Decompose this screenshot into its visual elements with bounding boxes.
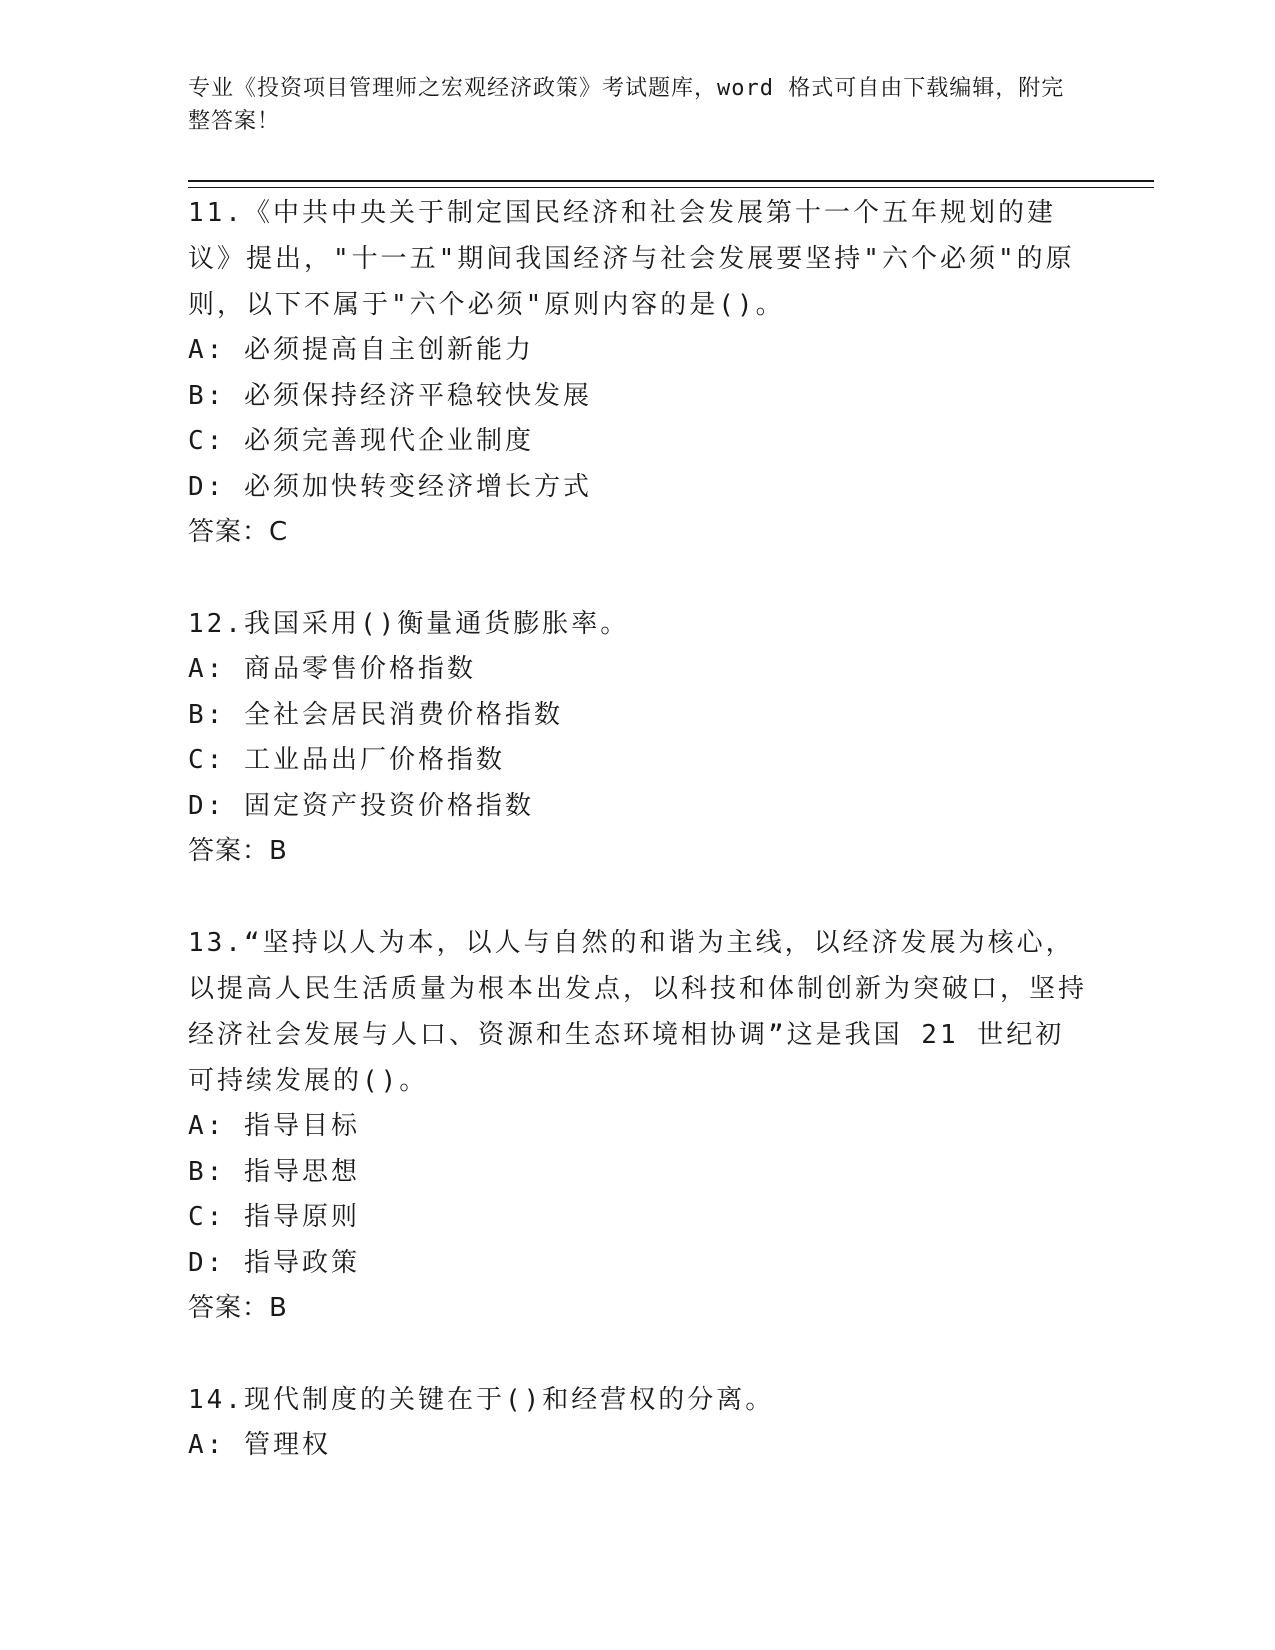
option-c: C: 工业品出厂价格指数 xyxy=(188,745,505,775)
answer-text: 答案：C xyxy=(188,517,289,547)
option-c: C: 指导原则 xyxy=(188,1202,360,1232)
option-c: C: 必须完善现代企业制度 xyxy=(188,426,534,456)
option-a: A: 指导目标 xyxy=(188,1111,360,1141)
answer-text: 答案：B xyxy=(188,1293,288,1323)
option-b: B: 指导思想 xyxy=(188,1156,360,1187)
option-a: A: 管理权 xyxy=(188,1430,331,1460)
question-list xyxy=(188,190,1088,1515)
answer-text: 答案：B xyxy=(188,836,288,866)
question-item-14 xyxy=(188,1377,1088,1469)
option-d: D: 固定资产投资价格指数 xyxy=(188,790,534,821)
option-d: D: 指导政策 xyxy=(188,1247,360,1278)
question-item-11 xyxy=(188,190,1088,555)
document-header: 专业《投资项目管理师之宏观经济政策》考试题库，word 格式可自由下载编辑，附完整答案！ xyxy=(188,76,1065,134)
option-b: B: 必须保持经济平稳较快发展 xyxy=(188,380,592,411)
option-d: D: 必须加快转变经济增长方式 xyxy=(188,471,592,502)
header-divider xyxy=(188,180,1154,188)
question-stem: 11.《中共中央关于制定国民经济和社会发展第十一个五年规划的建议》提出，"十一五"期间我国经济与社会发展要坚持"六个必须"的原则，以下不属于"六个必须"原则内容的是()。 xyxy=(188,198,1075,320)
question-stem: 13.“坚持以人为本，以人与自然的和谐为主线，以经济发展为核心，以提高人民生活质量为根本出发点，以科技和体制创新为突破口，坚持经济社会发展与人口、资源和生态环境相协调”这是我国 21 世纪初可持续发展的()。 xyxy=(188,928,1088,1096)
question-stem: 12.我国采用()衡量通货膨胀率。 xyxy=(188,609,630,639)
option-a: A: 商品零售价格指数 xyxy=(188,654,476,684)
question-item-13 xyxy=(188,920,1088,1331)
question-stem: 14.现代制度的关键在于()和经营权的分离。 xyxy=(188,1385,775,1415)
option-b: B: 全社会居民消费价格指数 xyxy=(188,699,563,730)
option-a: A: 必须提高自主创新能力 xyxy=(188,335,534,365)
question-item-12 xyxy=(188,601,1088,874)
